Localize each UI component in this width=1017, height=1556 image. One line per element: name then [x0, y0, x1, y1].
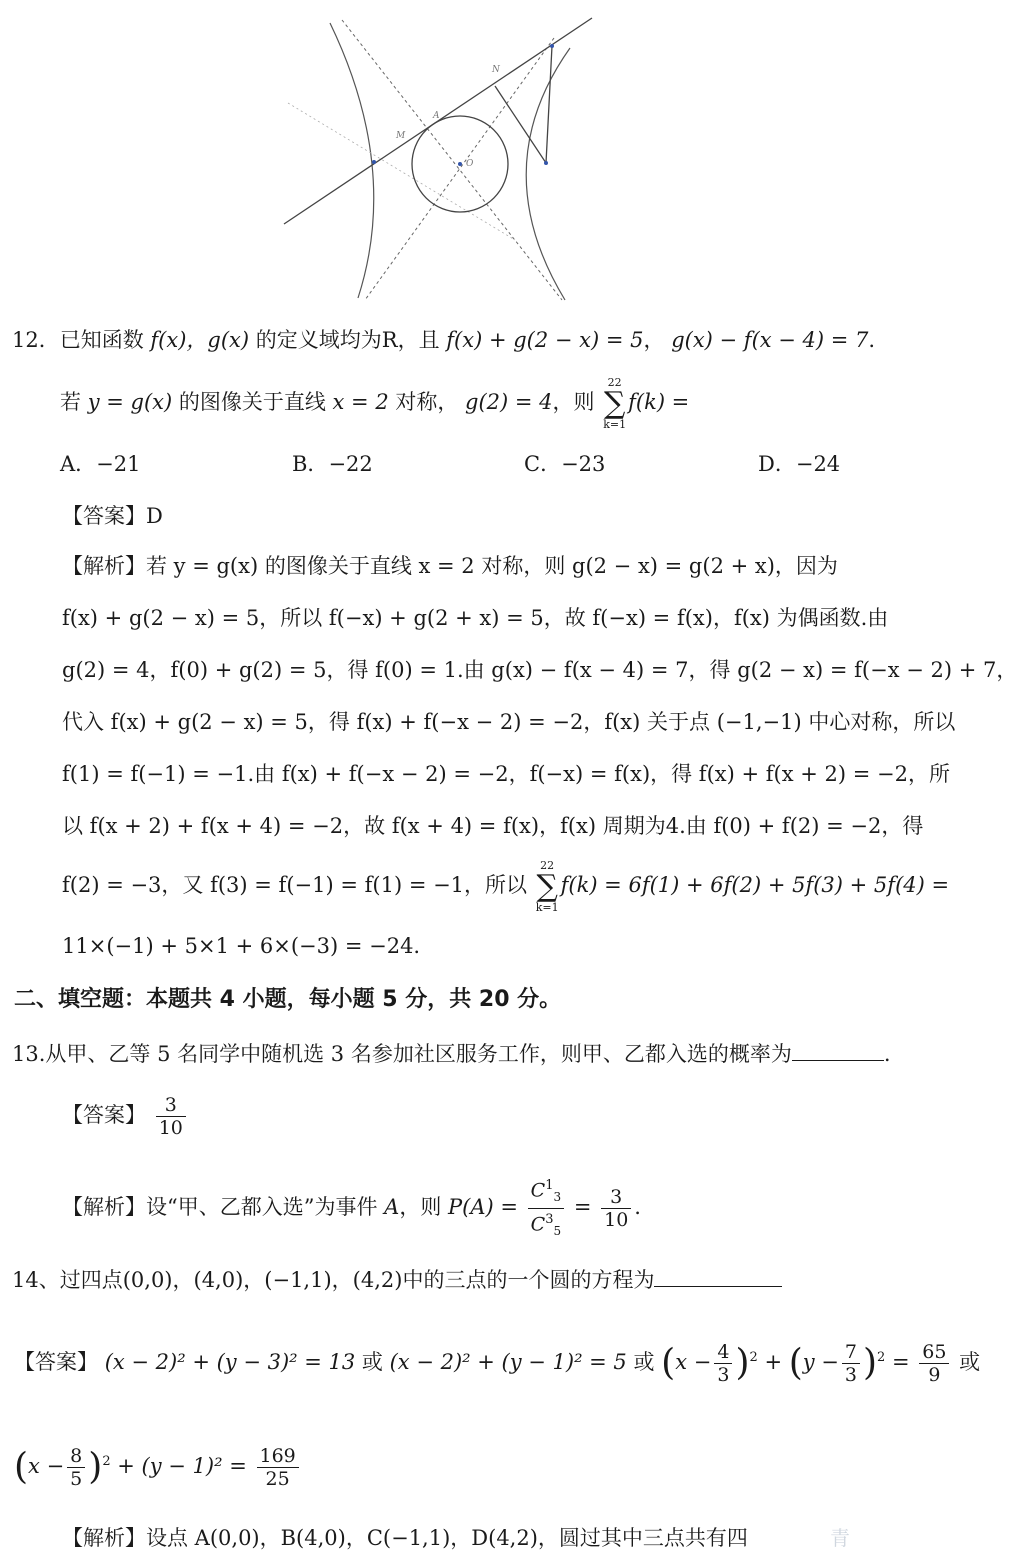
point-left: [372, 160, 376, 164]
q13-answer: 【答案】 $\frac{3}{10}$: [62, 1090, 189, 1140]
q14-analysis: 【解析】设点 A(0,0)，B(4,0)，C(−1,1)，D(4,2)，圆过其中三点共有四: [62, 1526, 748, 1550]
q14-answer-line2: (x − $\frac{8}{5}$ )$^2$ + (y − 1)² = $\frac{169}{25}$: [14, 1430, 302, 1500]
summation-symbol-2: 22 ∑ k=1: [535, 858, 559, 914]
q12-stem-line2: 若 y = g(x) 的图像关于直线 x = 2 对称， g(2) = 4，则 22 ∑ k=1 f(k) =: [60, 375, 690, 431]
q12-analysis-line4: 代入 f(x) + g(2 − x) = 5，得 f(x) + f(−x − 2) = −2，f(x) 关于点 (−1,−1) 中心对称，所以: [62, 710, 956, 734]
tangent-line: [284, 18, 592, 224]
q12-analysis-line3: g(2) = 4，f(0) + g(2) = 5，得 f(0) = 1.由 g(x) − f(x − 4) = 7，得 g(2 − x) = f(−x − 2) + 7，: [62, 658, 1017, 682]
result-fraction: $\frac{3}{10}$: [601, 1186, 631, 1231]
combination-fraction: $\frac{C^1_3}{C^3_5}$: [528, 1175, 564, 1242]
watermark: 青: [830, 1526, 852, 1550]
auxiliary-line: [288, 103, 515, 240]
q12-analysis-line1: 【解析】若 y = g(x) 的图像关于直线 x = 2 对称，则 g(2 − x) = g(2 + x)，因为: [62, 554, 838, 578]
hyperbola-left-branch: [330, 23, 374, 298]
option-d[interactable]: D．−24: [758, 452, 841, 476]
q12-analysis-line2: f(x) + g(2 − x) = 5，所以 f(−x) + g(2 + x) = 5，故 f(−x) = f(x)，f(x) 为偶函数.由: [62, 606, 889, 630]
q13-stem: 13.从甲、乙等 5 名同学中随机选 3 名参加社区服务工作，则甲、乙都入选的概率为 .: [12, 1042, 891, 1066]
label-n: N: [492, 65, 500, 75]
q12-analysis-line8: 11×(−1) + 5×1 + 6×(−3) = −24.: [62, 934, 421, 958]
q14-answer-line1: 【答案】 (x − 2)² + (y − 3)² = 13 或 (x − 2)² + (y − 1)² = 5 或 (x − $\frac{4}{3}$ )$^2$ + (y − $\frac{7}{3}$ )$^2$ = $\frac{65}{9}$ 或: [14, 1341, 981, 1386]
asymptote-2: [365, 38, 554, 300]
q12-analysis-line5: f(1) = f(−1) = −1.由 f(x) + f(−x − 2) = −2，f(−x) = f(x)，得 f(x) + f(x + 2) = −2，所: [62, 762, 950, 786]
answer-blank-14[interactable]: [654, 1266, 782, 1287]
q12-analysis-line6: 以 f(x + 2) + f(x + 4) = −2，故 f(x + 4) = f(x)，f(x) 周期为4.由 f(0) + f(2) = −2，得: [62, 814, 924, 838]
answer-fraction: $\frac{3}{10}$: [156, 1094, 186, 1139]
section-2-title: 二、填空题：本题共 4 小题，每小题 5 分，共 20 分。: [14, 987, 562, 1012]
label-o: O: [466, 159, 474, 169]
q12-answer: 【答案】D: [62, 504, 163, 528]
option-c[interactable]: C．−23: [524, 452, 606, 476]
q14-stem: 14、过四点(0,0)，(4,0)，(−1,1)，(4,2)中的三点的一个圆的方程为: [12, 1266, 782, 1294]
option-a[interactable]: A．−21: [60, 452, 141, 476]
summation-symbol: 22 ∑ k=1: [603, 375, 627, 431]
answer-blank[interactable]: [792, 1040, 884, 1061]
q12-analysis-line7: f(2) = −3，又 f(3) = f(−1) = f(1) = −1，所以 22 ∑ k=1 f(k) = 6f(1) + 6f(2) + 5f(3) + 5f(4) =: [62, 858, 950, 914]
asymptote-1: [342, 20, 562, 300]
q12-stem-line1: 12．已知函数 f(x)，g(x) 的定义域均为R，且 f(x) + g(2 − x) = 5， g(x) − f(x − 4) = 7.: [12, 328, 876, 352]
point-o: [458, 162, 462, 166]
point-right: [544, 161, 548, 165]
label-a: A: [433, 111, 440, 121]
option-b[interactable]: B．−22: [292, 452, 373, 476]
geometry-figure: [270, 8, 670, 308]
point-top: [550, 44, 554, 48]
label-m: M: [396, 131, 406, 141]
q13-analysis: 【解析】设“甲、乙都入选”为事件 A，则 P(A) = $\frac{C^1_3}{C^3_5}$ = $\frac{3}{10}$ .: [62, 1175, 641, 1242]
